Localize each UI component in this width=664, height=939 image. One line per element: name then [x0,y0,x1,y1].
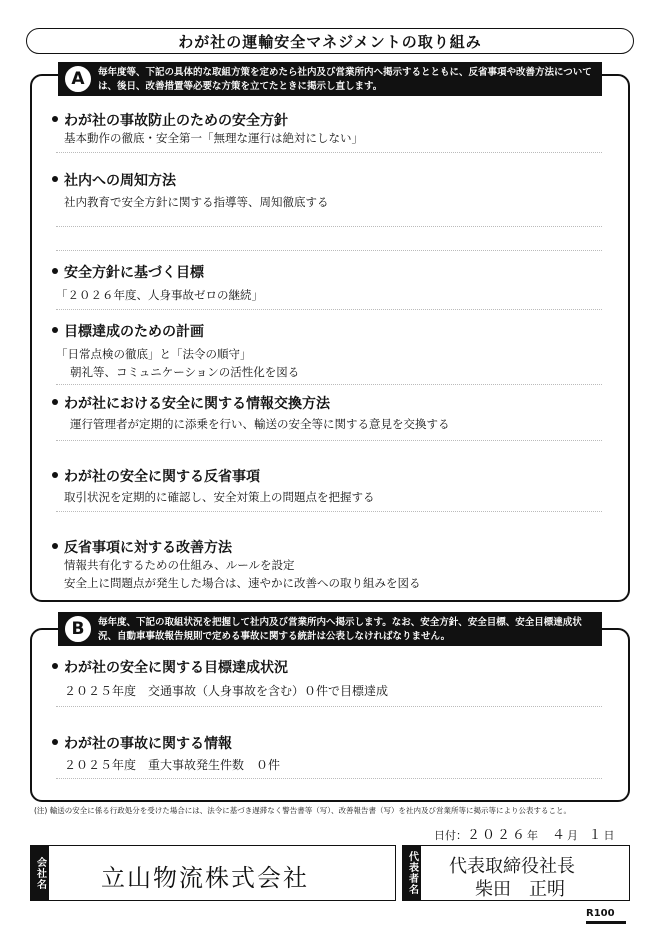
representative-name: 柴田 正明 [475,879,565,900]
r100-logo: R100 [586,908,615,919]
bullet-icon [52,543,58,549]
section-a-heading-6: わが社の安全に関する反省事項 [52,466,260,486]
section-a-heading-2: 社内への周知方法 [52,170,176,190]
logo-underline [586,921,626,924]
divider [56,152,602,153]
section-b-panel [30,628,630,802]
divider [56,778,602,779]
section-a-heading-7: 反省事項に対する改善方法 [52,537,232,557]
section-a-text: 取引状況を定期的に確認し、安全対策上の問題点を把握する [64,490,375,504]
bullet-icon [52,663,58,669]
bullet-icon [52,472,58,478]
section-a-heading-5: わが社における安全に関する情報交換方法 [52,393,330,413]
divider [56,309,602,310]
divider [56,511,602,512]
divider [56,384,602,385]
section-a-text: 運行管理者が定期的に添乗を行い、輸送の安全等に関する意見を交換する [70,417,450,431]
section-b-text: ２０２５年度 重大事故発生件数 ０件 [64,758,281,772]
section-a-text: 情報共有化するための仕組み、ルールを設定 [64,558,295,572]
section-b-heading-1: わが社の安全に関する目標達成状況 [52,657,288,677]
date: 日付：２０２６年 ４月 １日 [434,828,615,843]
section-a-header: 毎年度等、下記の具体的な取組方策を定めたら社内及び営業所内へ掲示するとともに、反省事項や改善方法については、後日、改善措置等必要な方策を立てたときに掲示し直します。 [58,62,602,96]
bullet-icon [52,268,58,274]
representative-box [402,845,630,901]
section-a-heading-1: わが社の事故防止のための安全方針 [52,110,288,130]
section-a-heading-4: 目標達成のための計画 [52,321,204,341]
representative-title: 代表取締役社長 [449,856,575,877]
page-title: わが社の運輸安全マネジメントの取り組み [26,28,634,54]
section-b-heading-2: わが社の事故に関する情報 [52,733,232,753]
section-b-badge: B [65,616,91,642]
section-a-text: 社内教育で安全方針に関する指導等、周知徹底する [64,195,329,209]
section-a-text: 朝礼等、コミュニケーションの活性化を図る [70,365,300,379]
section-b-header: 毎年度、下記の取組状況を把握して社内及び営業所内へ掲示します。なお、安全方針、安全目標、安全目標達成状況、自動車事故報告規則で定める事故に関する統計は公表しなければなりません。 [58,612,602,646]
company-box [30,845,396,901]
section-a-badge: A [65,66,91,92]
divider [56,250,602,251]
bullet-icon [52,176,58,182]
section-a-text: 基本動作の徹底・安全第一「無理な運行は絶対にしない」 [64,131,363,145]
section-a-heading-3: 安全方針に基づく目標 [52,262,204,282]
company-tag: 会社名 [31,846,49,900]
section-a-text: 「２０２６年度、人身事故ゼロの継続」 [56,288,263,302]
bullet-icon [52,399,58,405]
footnote: (注) 輸送の安全に係る行政処分を受けた場合には、法令に基づき遅滞なく警告書等（写）、改善報告書（写）を社内及び営業所等に掲示等により公表すること。 [34,806,571,815]
section-b-text: ２０２５年度 交通事故（人身事故を含む）０件で目標達成 [64,684,389,698]
bullet-icon [52,116,58,122]
company-name: 立山物流株式会社 [101,864,309,892]
representative-tag: 代表者名 [403,846,421,900]
divider [56,440,602,441]
section-a-text: 安全上に問題点が発生した場合は、速やかに改善への取り組みを図る [64,576,421,590]
divider [56,226,602,227]
divider [56,706,602,707]
bullet-icon [52,739,58,745]
bullet-icon [52,327,58,333]
section-a-text: 「日常点検の徹底」と「法令の順守」 [56,347,252,361]
